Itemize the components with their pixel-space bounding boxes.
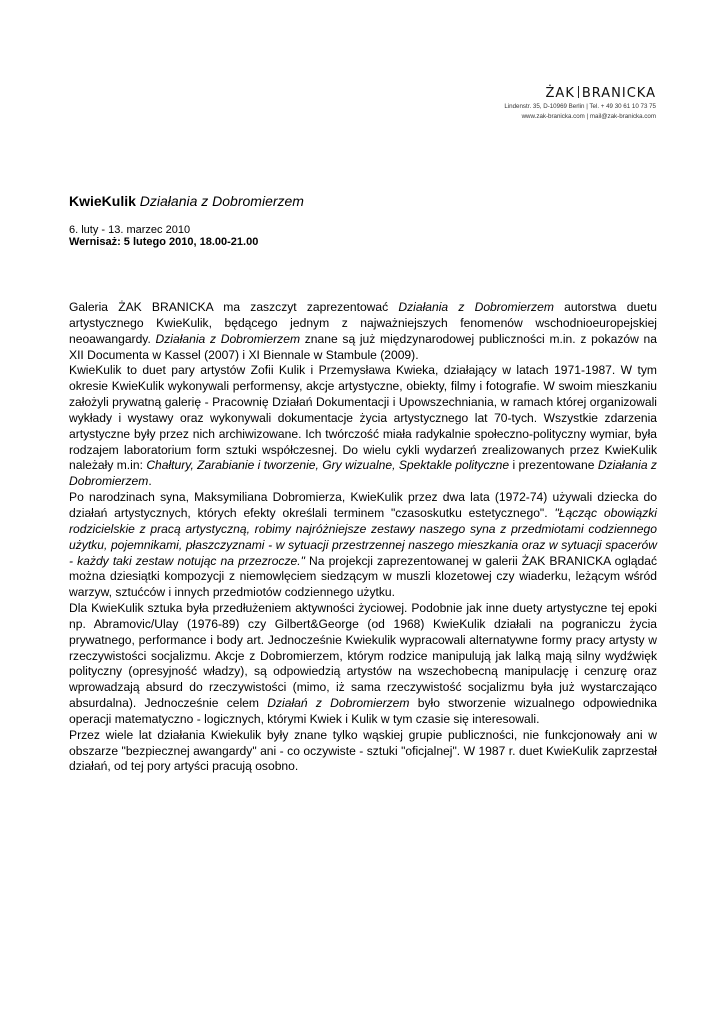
italic-run: Działania z Dobromierzem xyxy=(398,300,554,314)
logo-left: ŻAK xyxy=(545,86,575,101)
exhibition-title xyxy=(69,193,304,209)
exhibition-name: Działania z Dobromierzem xyxy=(139,193,304,209)
italic-run: Działania z Dobromierzem xyxy=(155,331,301,346)
opening-info: Wernisaż: 5 lutego 2010, 18.00-21.00 xyxy=(69,236,259,248)
text-run: autorstwa duetu artystycznego KwieKulik, będącego jednym z najważniejszych fenomenów wschodnioeuropejskiej neoawangardy. xyxy=(69,300,657,346)
logo-separator xyxy=(578,86,579,98)
text-run: Galeria ŻAK BRANICKA ma zaszczyt zaprezentować xyxy=(69,300,399,314)
paragraph-intro xyxy=(69,300,657,363)
text-run: Przez wiele lat działania Kwiekulik były znane tylko wąskiej grupie publiczności, nie funkcjonowały ani w obszarze "bezpiecznej awangardy" ani - co oczywiste - sztuki "oficjalnej". W 1987 r. duet KwieKulik zaprzestał działań, od tej pory artyści pracują osobno. xyxy=(69,727,657,774)
logo-right: BRANICKA xyxy=(581,86,656,101)
paragraph-son xyxy=(69,490,657,601)
italic-run: Działania z Dobromierzem xyxy=(69,458,657,489)
gallery-logo xyxy=(504,86,656,101)
paragraph-duo xyxy=(69,363,657,490)
text-run: i prezentowane xyxy=(509,458,598,473)
paragraph-art-life xyxy=(69,601,657,728)
press-release-body xyxy=(69,300,657,775)
italic-run: Chałtury, Zarabianie i tworzenie, Gry wizualne, Spektakle polityczne xyxy=(146,458,510,473)
text-run: znane są już międzynarodowej publiczności m.in. z pokazów na XII Documenta w Kassel (2007) i XI Biennale w Stambule (2009). xyxy=(69,331,657,362)
text-run: Dla KwieKulik sztuka była przedłużeniem aktywności życiowej. Podobnie jak inne duety artystyczne tej epoki np. Abramovic/Ulay (1976-89) czy Gilbert&George (od 1968) KwieKulik działali na pograniczu życia prywatnego, performance i body art. Jednocześnie Kwiekulik wypracowali alternatywne formy pracy artysty w rzeczywistości socjalizmu. Akcje z Dobromierzem, którym rodzice manipulują jak lalką mają silny wydźwięk polityczny (opresyjność władzy), są odpowiedzią artystów na wszechobecną manipulację i cenzurę oraz wprowadzają absurd do rzeczywistości (mimo, iż sama rzeczywistość socjalizmu była już wystarczająco absurdalna). Jednocześnie celem xyxy=(69,601,657,711)
gallery-header xyxy=(504,86,656,121)
exhibition-dates xyxy=(69,224,258,248)
text-run: Na projekcji zaprezentowanej w galerii ŻAK BRANICKA oglądać można dziesiątki kompozycji z niemowlęciem siedzącym w muszli klozetowej czy wiaderku, leżącym wśród warzyw, sztućców i innych przedmiotów codziennego użytku. xyxy=(69,553,657,600)
italic-run: "Łącząc obowiązki rodzicielskie z pracą artystyczną, robimy najróżniejsze zestawy naszego syna z przedmiotami codziennego użytku, pojemnikami, płaszczyznami - w sytuacji przestrzennej naszego mieszkania oraz w sytuacji spacerów - każdy taki zestaw notując na przezrocze." xyxy=(69,505,657,568)
artist-name: KwieKulik xyxy=(69,193,136,209)
text-run: było stworzenie wizualnego odpowiednika operacji matematyczno - logicznych, którymi Kwiek i Kulik w tym czasie się interesowali. xyxy=(69,696,657,726)
italic-run: Działań z Dobromierzem xyxy=(267,696,410,711)
gallery-contact: www.zak-branicka.com | mail@zak-branicka.com xyxy=(521,113,656,120)
text-run: . xyxy=(148,474,152,489)
text-run: KwieKulik to duet pary artystów Zofii Kulik i Przemysława Kwieka, działający w latach 1971-1987. W tym okresie KwieKulik wykonywali performensy, akcje artystyczne, obiekty, filmy i fotografie. W swoim mieszkaniu założyli prywatną galerię - Pracownię Działań Dokumentacji i Upowszechniania, w ramach której organizowali wykłady i wystawy oraz wykonywali dokumentacje życia artystycznego lat 70-tych. Wszystkie zdarzenia artystyczne były przez nich archiwizowane. Ich twórczość miała radykalnie społeczno-polityczny wymiar, była rodzajem laboratorium form sztuki współczesnej. Do wielu cykli wydarzeń zrealizowanych przez KwieKulik należały m.in: xyxy=(69,363,657,473)
gallery-address: Lindenstr. 35, D-10969 Berlin | Tel. + 49 30 61 10 73 75 xyxy=(504,103,656,110)
text-run: Po narodzinach syna, Maksymiliana Dobromierza, KwieKulik przez dwa lata (1972-74) używali dziecka do działań artystycznych, których efekty określali terminem "czasoskutku estetycznego". xyxy=(69,490,657,520)
date-range: 6. luty - 13. marzec 2010 xyxy=(69,224,191,236)
paragraph-end xyxy=(69,728,657,776)
